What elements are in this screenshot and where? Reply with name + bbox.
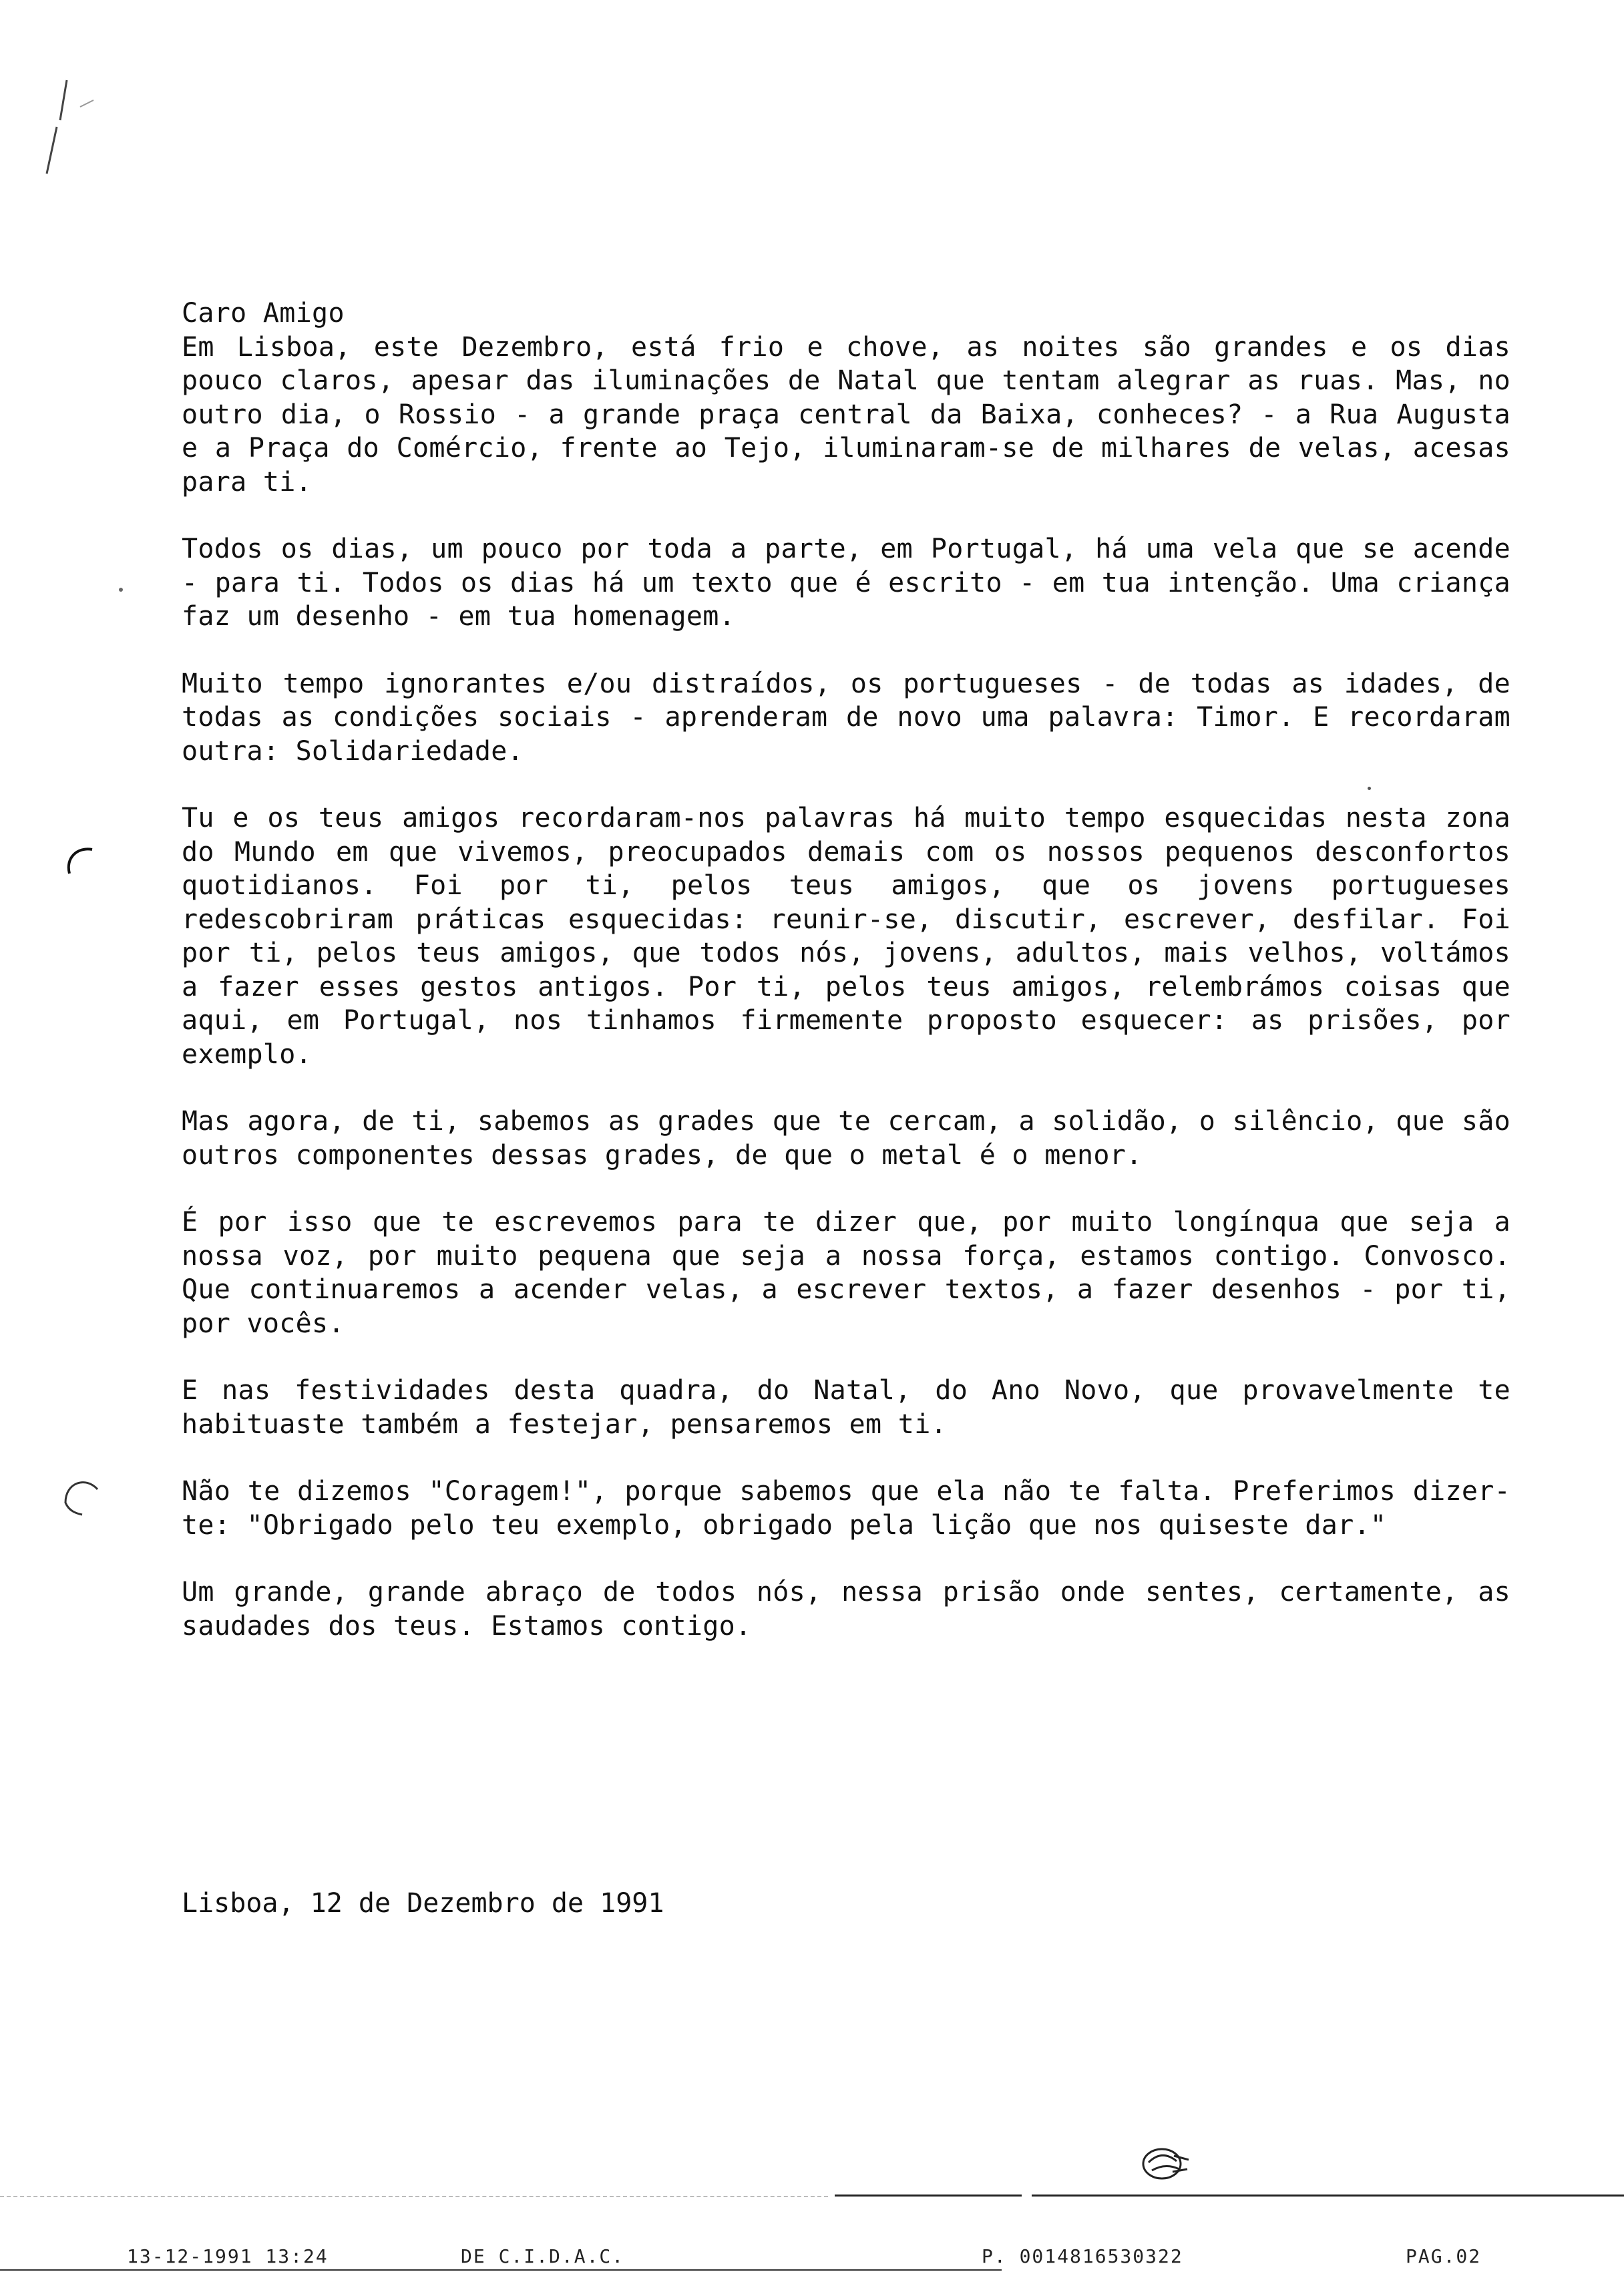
fax-page-number: PAG.02: [1406, 2245, 1482, 2267]
speck-mark: [119, 588, 123, 592]
letter-body: [182, 297, 1510, 1676]
letter-paragraph: Mas agora, de ti, sabemos as grades que te cercam, a solidão, o silêncio, que são outros componentes dessas grades, de que o metal é o menor.: [182, 1106, 1510, 1171]
scan-dash-line: [0, 2196, 828, 2197]
pen-mark: [20, 67, 114, 200]
punch-hole-mark: [60, 841, 100, 882]
letter-paragraph: Em Lisboa, este Dezembro, está frio e chove, as noites são grandes e os dias pouco claros, apesar das iluminações de Natal que tentam alegrar as ruas. Mas, no outro dia, o Rossio - a grande praça central da Baixa, conheces? - a Rua Augusta e a Praça do Comércio, frente ao Tejo, iluminaram-se de milhares de velas, acesas para ti.: [182, 331, 1510, 498]
scan-rule-line: [835, 2195, 1022, 2197]
letter-paragraph: É por isso que te escrevemos para te dizer que, por muito longínqua que seja a nossa voz, por muito pequena que seja a nossa força, estamos contigo. Convosco. Que continuaremos a acender velas, a escrever textos, a fazer desenhos - por ti, por vocês.: [182, 1207, 1510, 1339]
fax-datetime: 13-12-1991 13:24: [127, 2245, 329, 2267]
fax-number: P. 0014816530322: [982, 2245, 1183, 2267]
fax-header-line: [0, 2245, 1624, 2272]
fax-rule: [0, 2269, 1002, 2271]
letter-paragraph: Muito tempo ignorantes e/ou distraídos, os portugueses - de todas as idades, de todas as condições sociais - aprenderam de novo uma palavra: Timor. E recordaram outra: Solidariedade.: [182, 668, 1510, 767]
letter-paragraph: Tu e os teus amigos recordaram-nos palavras há muito tempo esquecidas nesta zona do Mundo em que vivemos, preocupados demais com os nossos pequenos desconfortos quotidianos. Foi por ti, pelos teus amigos, que os jovens portugueses redescobriram práticas esquecidas: reunir-se, discutir, escrever, desfilar. Foi por ti, pelos teus amigos, que todos nós, jovens, adultos, mais velhos, voltámos a fazer esses gestos antigos. Por ti, pelos teus amigos, relembrámos coisas que aqui, em Portugal, nos tinhamos firmemente proposto esquecer: as prisões, por exemplo.: [182, 803, 1510, 1070]
letter-paragraph: Todos os dias, um pouco por toda a parte, em Portugal, há uma vela que se acende - para ti. Todos os dias há um texto que é escrito - em tua intenção. Uma criança faz um desenho - em tua homenagem.: [182, 534, 1510, 632]
salutation: Caro Amigo: [182, 298, 345, 329]
fax-sender: DE C.I.D.A.C.: [461, 2245, 625, 2267]
letter-paragraph: E nas festividades desta quadra, do Natal, do Ano Novo, que provavelmente te habituaste também a festejar, pensaremos em ti.: [182, 1375, 1510, 1440]
letter-paragraph: Não te dizemos "Coragem!", porque sabemos que ela não te falta. Preferimos dizer-te: "Obrigado pelo teu exemplo, obrigado pela lição que nos quiseste dar.": [182, 1476, 1510, 1541]
scan-rule-line: [1032, 2195, 1624, 2197]
stamp-logo: [1135, 2142, 1195, 2182]
letter-paragraph: Um grande, grande abraço de todos nós, nessa prisão onde sentes, certamente, as saudades dos teus. Estamos contigo.: [182, 1577, 1510, 1642]
punch-hole-mark: [59, 1476, 106, 1523]
place-date: Lisboa, 12 de Dezembro de 1991: [182, 1888, 664, 1919]
